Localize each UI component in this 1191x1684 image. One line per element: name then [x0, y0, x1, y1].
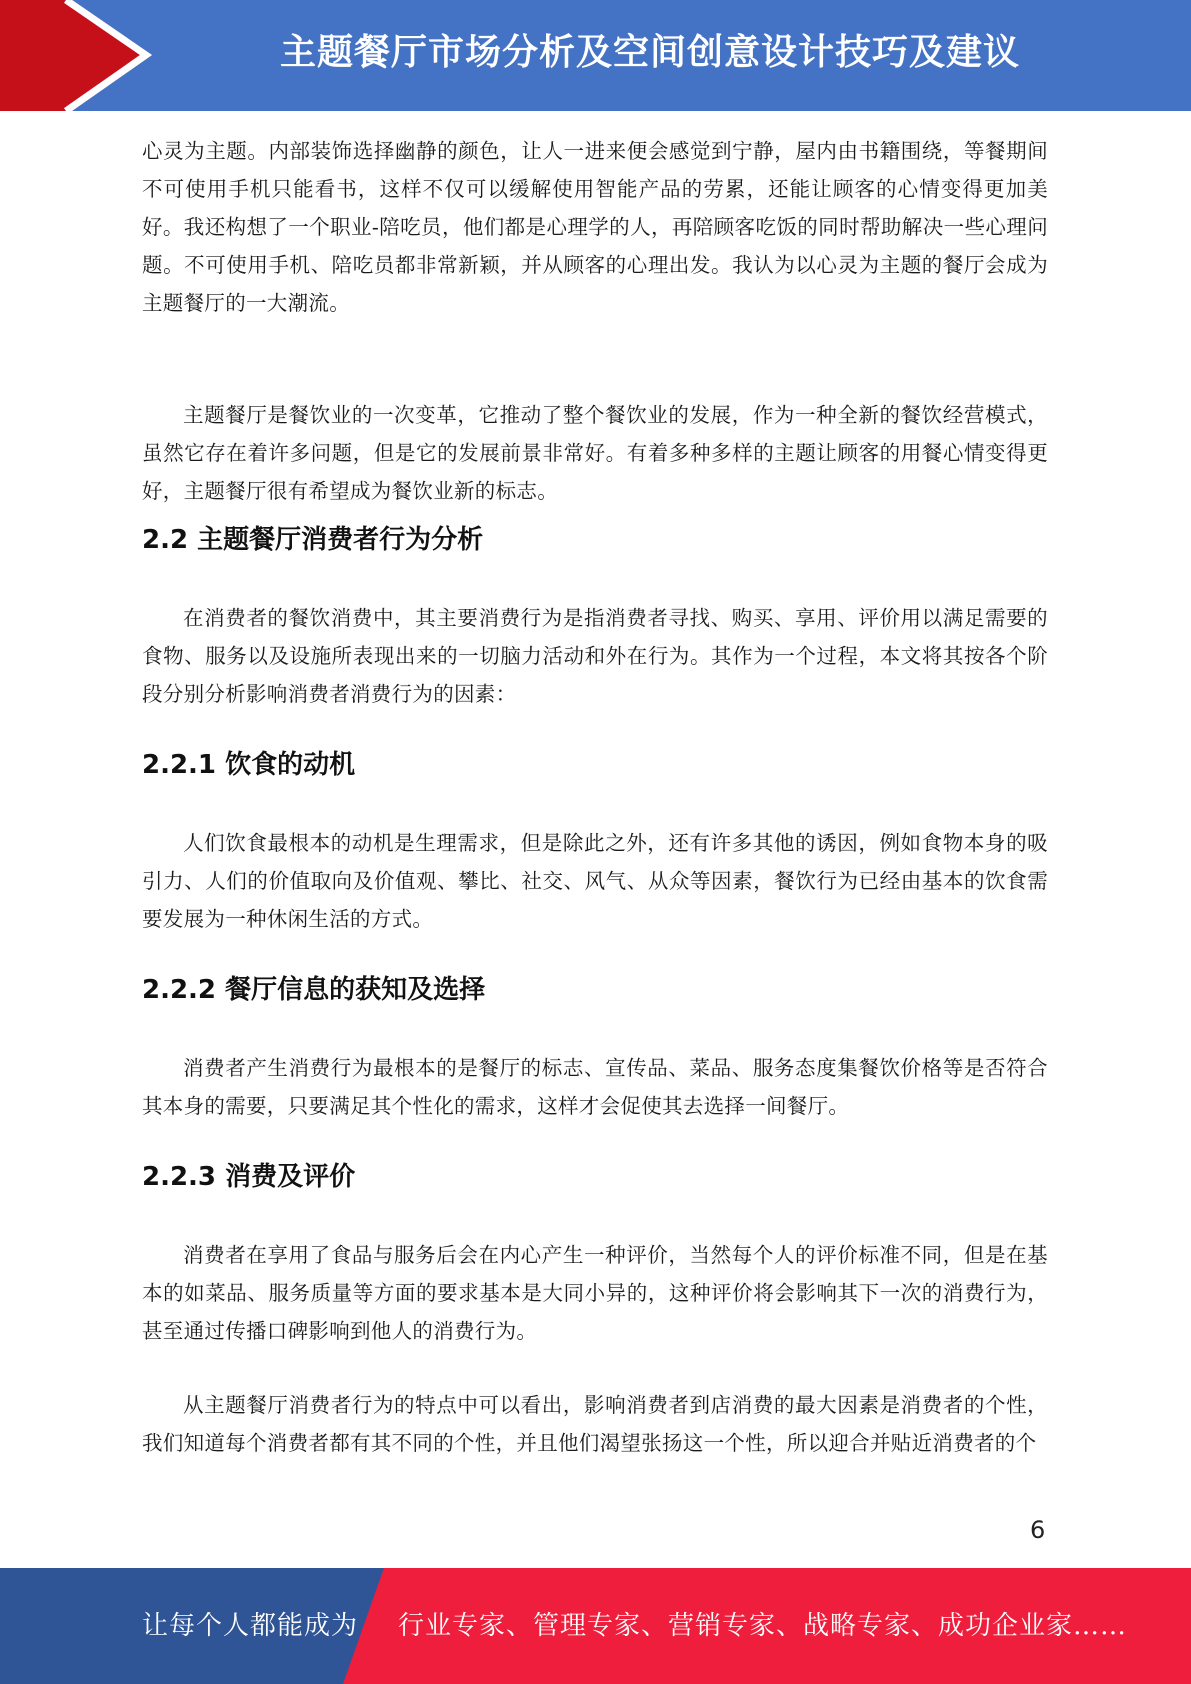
page-number: 6 [1030, 1516, 1046, 1544]
paragraph-consumer-behavior: 在消费者的餐饮消费中，其主要消费行为是指消费者寻找、购买、享用、评价用以满足需要的食物、服务以及设施所表现出来的一切脑力活动和外在行为。其作为一个过程，本文将其按各个阶段分别分析影响消费者消费行为的因素： [142, 606, 1048, 706]
section-heading-2-2-3: 2.2.3 消费及评价 [142, 1162, 356, 1192]
footer-banner [0, 1568, 1191, 1684]
document-title: 主题餐厅市场分析及空间创意设计技巧及建议 [279, 32, 1020, 73]
paragraph-dining-motivation: 人们饮食最根本的动机是生理需求，但是除此之外，还有许多其他的诱因，例如食物本身的吸引力、人们的价值取向及价值观、攀比、社交、风气、从众等因素，餐饮行为已经由基本的饮食需要发展为一种休闲生活的方式。 [142, 831, 1048, 931]
footer-slogan-left: 让每个人都能成为 [142, 1611, 359, 1641]
paragraph-restaurant-selection: 消费者产生消费行为最根本的是餐厅的标志、宣传品、菜品、服务态度集餐饮价格等是否符合其本身的需要，只要满足其个性化的需求，这样才会促使其去选择一间餐厅。 [142, 1056, 1048, 1118]
header-arrow-decoration [0, 0, 160, 111]
paragraph-summary: 主题餐厅是餐饮业的一次变革，它推动了整个餐饮业的发展，作为一种全新的餐饮经营模式，虽然它存在着许多问题，但是它的发展前景非常好。有着多种多样的主题让顾客的用餐心情变得更好，主题餐厅很有希望成为餐饮业新的标志。 [142, 403, 1048, 503]
footer-slogan-right: 行业专家、管理专家、营销专家、战略专家、成功企业家…… [398, 1611, 1128, 1641]
section-heading-2-2-1: 2.2.1 饮食的动机 [142, 750, 356, 780]
paragraph-continued: 心灵为主题。内部装饰选择幽静的颜色，让人一进来便会感觉到宁静，屋内由书籍围绕，等餐期间不可使用手机只能看书，这样不仅可以缓解使用智能产品的劳累，还能让顾客的心情变得更加美好。我还构想了一个职业-陪吃员，他们都是心理学的人，再陪顾客吃饭的同时帮助解决一些心理问题。不可使用手机、陪吃员都非常新颖，并从顾客的心理出发。我认为以心灵为主题的餐厅会成为主题餐厅的一大潮流。 [142, 139, 1048, 315]
section-heading-2-2-2: 2.2.2 餐厅信息的获知及选择 [142, 975, 486, 1005]
section-heading-2-2: 2.2 主题餐厅消费者行为分析 [142, 525, 484, 555]
document-body [142, 132, 1048, 1462]
header-banner [0, 0, 1191, 111]
paragraph-personality: 从主题餐厅消费者行为的特点中可以看出，影响消费者到店消费的最大因素是消费者的个性，我们知道每个消费者都有其不同的个性，并且他们渴望张扬这一个性，所以迎合并贴近消费者的个 [142, 1393, 1048, 1455]
paragraph-consumption-evaluation: 消费者在享用了食品与服务后会在内心产生一种评价，当然每个人的评价标准不同，但是在基本的如菜品、服务质量等方面的要求基本是大同小异的，这种评价将会影响其下一次的消费行为，甚至通过传播口碑影响到他人的消费行为。 [142, 1243, 1048, 1343]
